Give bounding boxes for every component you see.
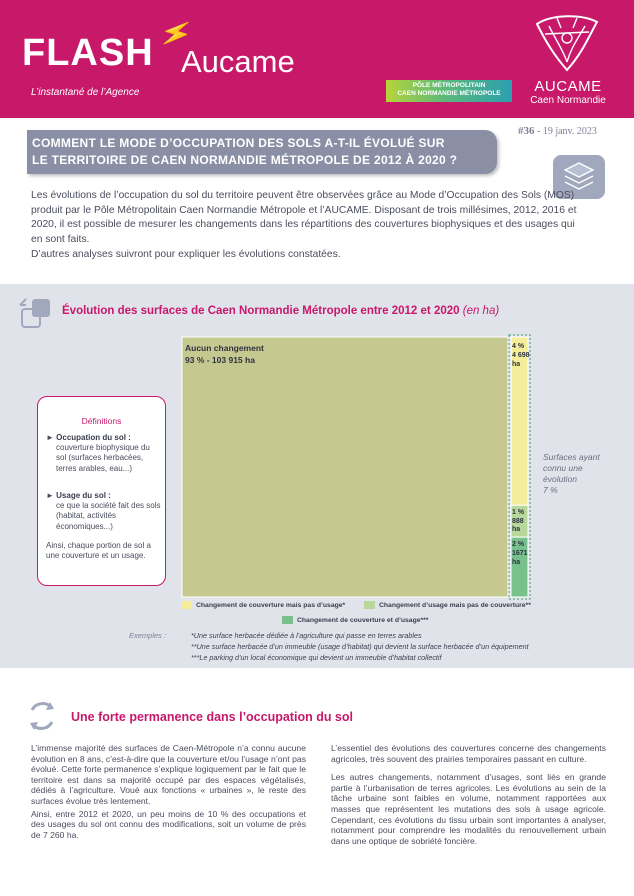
examples-label: Exemples : — [129, 631, 167, 640]
label-coverage-value: 4 698 — [512, 352, 530, 359]
legend-swatch-coverage — [181, 601, 192, 609]
legend-item-both — [282, 616, 428, 624]
label-use-unit: ha — [512, 526, 521, 533]
lightning-icon: ⚡ — [156, 13, 197, 53]
section2-right-column — [331, 743, 606, 846]
definition-text-occupation: couverture biophysique du sol (surfaces herbacées, terres arables, eau...) — [56, 443, 150, 473]
definition-item-usage — [46, 491, 161, 532]
section2-left-paragraph-1: L’immense majorité des surfaces de Caen-Métropole n’a connu aucune évolution en 8 ans, c’est-à-dire que la couverture et/ou l’usage n’ont pas évolué. Cette forte permanence s’explique logiquement par le fait que le territoire est dans sa majorité occupé par des espaces végétalisés, dédiés à l’agriculture. Voué aux fonctions « urbaines », le reste des surfaces évolue très lentement. — [31, 743, 306, 806]
section2-left-column — [31, 743, 306, 840]
example-line-3: ***Le parking d’un local économique qui devient un immeuble d’habitat collectif — [191, 653, 442, 662]
definition-note: Ainsi, chaque portion de sol a une couverture et un usage. — [46, 541, 151, 561]
label-use-pct: 1 % — [512, 509, 525, 516]
logo-subtitle: Caen Normandie — [530, 95, 606, 106]
label-both-pct: 2 % — [512, 541, 525, 548]
logo-name: AUCAME — [534, 78, 602, 95]
issue-date: - 19 janv. 2023 — [534, 126, 597, 137]
section2-title: Une forte permanence dans l’occupation du sol — [71, 710, 353, 724]
intro-paragraph-1: Les évolutions de l’occupation du sol du territoire peuvent être observées grâce au Mode d’Occupation des Sols (MOS) produit par le Pôle Métropolitain Caen Normandie Métropole et l’AUCAME. Disposant de trois millésimes, 2012, 2016 et 2020, il est possible de mesurer les changements dans les répartitions des couvertures biophysiques et des usages qui en sont faits. — [31, 190, 577, 245]
bullet-icon: ► — [46, 491, 54, 500]
definitions-box — [37, 396, 166, 586]
legend-swatch-use — [364, 601, 375, 609]
title-line-1: COMMENT LE MODE D’OCCUPATION DES SOLS A-T-IL ÉVOLUÉ SUR — [32, 136, 445, 150]
bullet-icon: ► — [46, 433, 54, 442]
definition-term-occupation: Occupation du sol : — [56, 433, 131, 442]
label-both-change — [512, 540, 528, 567]
label-use-value: 888 — [512, 517, 524, 525]
chart-title-text: Évolution des surfaces de Caen Normandie Métropole entre 2012 et 2020 — [62, 305, 460, 317]
treemap-block-no-change — [182, 337, 508, 597]
bracket-caption-pct: 7 % — [543, 485, 558, 495]
section2-left-paragraph-2: Ainsi, entre 2012 et 2020, un peu moins de 10 % des occupations et des usages du sol ont connu des modifications, soit un volume de près de 7 260 ha. — [31, 808, 306, 840]
chart-title-unit: (en ha) — [462, 305, 500, 317]
cycle-arrows-icon — [24, 698, 60, 734]
section2-right-paragraph-2: Les autres changements, notamment d’usages, sont liés en grande partie à l’urbanisation de terres agricoles. Les évolutions au sein de la tâche urbaine sont faibles en volume, notamment rapportées aux masses que représentent les mutations des sols à usage agricole. Cependant, ces évolutions du tissu urbain sont importantes à analyser, notamment pour comprendre les modalités du renouvellement urbain dans une optique de sobriété foncière. — [331, 772, 606, 846]
legend-label-coverage: Changement de couverture mais pas d’usage* — [196, 601, 346, 609]
definition-term-usage: Usage du sol : — [56, 491, 111, 500]
label-both-value: 1671 — [512, 550, 528, 557]
tagline: L’instantané de l’Agence — [31, 87, 140, 98]
intro-paragraph-2: D’autres analyses suivront pour expliquer les évolutions constatées. — [31, 249, 341, 260]
legend-swatch-both — [282, 616, 293, 624]
legend-item-use — [364, 601, 531, 609]
title-line-2: LE TERRITOIRE DE CAEN NORMANDIE MÉTROPOLE DE 2012 À 2020 ? — [32, 153, 458, 167]
legend-label-use: Changement d’usage mais pas de couverture** — [379, 601, 531, 609]
label-no-change-detail: 93 % - 103 915 ha — [185, 355, 255, 365]
example-line-1: *Une surface herbacée dédiée à l’agriculture qui passe en terres arables — [191, 631, 422, 640]
label-coverage-change — [512, 342, 530, 369]
label-coverage-pct: 4 % — [512, 343, 525, 350]
example-line-2: **Une surface herbacée d’un immeuble (usage d’habitat) qui devient la surface herbacée d’un équipement — [191, 642, 529, 651]
bracket-caption — [543, 452, 615, 496]
brand-aucame: Aucame — [181, 44, 295, 79]
label-no-change — [185, 342, 264, 366]
legend-label-both: Changement de couverture et d’usage*** — [297, 616, 429, 624]
definition-item-occupation — [46, 433, 161, 474]
pole-line1: PÔLE MÉTROPOLITAIN — [412, 82, 486, 89]
label-no-change-title: Aucun changement — [185, 343, 264, 353]
pole-line2: CAEN NORMANDIE MÉTROPOLE — [397, 90, 501, 98]
bracket-caption-text: Surfaces ayant connu une évolution — [543, 452, 600, 484]
definition-text-usage: ce que la société fait des sols (habitat, activités économiques...) — [56, 501, 161, 531]
legend-item-coverage — [181, 601, 345, 609]
label-both-unit: ha — [512, 559, 521, 566]
issue-number: #36 — [518, 125, 535, 137]
label-use-change — [512, 509, 524, 535]
definitions-title: Définitions — [81, 416, 122, 426]
section2-right-paragraph-1: L’essentiel des évolutions des couvertures concerne des changements agricoles, très souvent des prairies temporaires passant en culture. — [331, 743, 606, 764]
label-coverage-unit: ha — [512, 361, 521, 368]
brand-flash: FLASH — [22, 32, 154, 74]
